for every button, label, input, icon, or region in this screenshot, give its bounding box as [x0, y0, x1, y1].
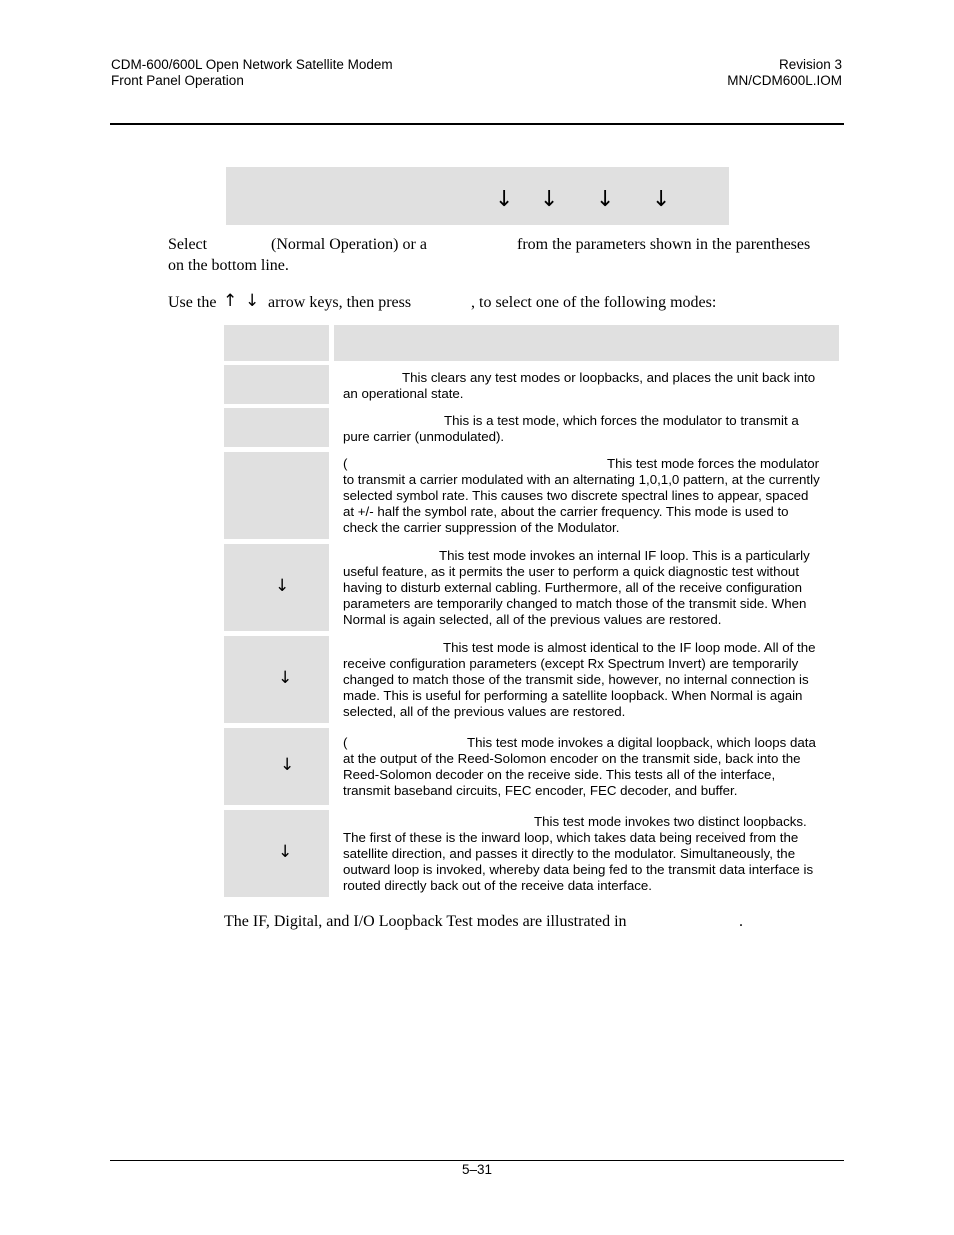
mode-arrow-7: ↓	[278, 842, 293, 862]
table-header-mode	[224, 325, 329, 361]
intro-use-the: Use the	[168, 294, 217, 311]
mode-arrow-6: ↓	[280, 755, 295, 775]
page-number: 5–31	[461, 1162, 493, 1177]
header-left	[111, 57, 393, 89]
mode-cell-6	[224, 728, 329, 805]
lcd-down-arrow-2: ↓	[540, 187, 559, 212]
mode-arrow-4: ↓	[275, 576, 290, 596]
header-rule	[110, 123, 844, 125]
open-paren: (	[343, 456, 348, 471]
table-header-description	[334, 325, 839, 361]
lcd-down-arrow-4: ↓	[652, 187, 671, 212]
mode-description-2: This is a test mode, which forces the modulator to transmit a pure carrier (unmodulated).	[343, 413, 799, 444]
doc-number: MN/CDM600L.IOM	[727, 73, 842, 88]
down-arrow-icon: ↓	[245, 291, 260, 311]
doc-title: CDM-600/600L Open Network Satellite Modem	[111, 57, 393, 72]
mode-cell-3	[224, 452, 329, 539]
mode-description-5: This test mode is almost identical to the IF loop mode. All of the receive configuration parameters (except Rx Spectrum Invert) are temporarily changed to match those of the transmit side, however, no internal connection is made. This is useful for performing a satellite loopback. When Normal is again selected, all of the previous values are restored.	[343, 640, 816, 719]
intro-bottom-line: on the bottom line.	[168, 257, 289, 274]
mode-description-7: This test mode invokes two distinct loopbacks. The first of these is the inward loop, which takes data being received from the satellite direction, and passes it directly to the modulator. Simultaneously, the outward loop is invoked, whereby data being fed to the transmit data interface is routed directly back out of the receive data interface.	[343, 814, 814, 893]
intro-select: Select	[168, 236, 208, 253]
intro-from-params: from the parameters shown in the parentheses	[517, 236, 811, 253]
up-arrow-icon: ↑	[223, 291, 238, 311]
open-paren: (	[343, 735, 348, 750]
section-title: Front Panel Operation	[111, 73, 244, 88]
mode-cell-2	[224, 408, 329, 447]
closing-period: .	[739, 913, 743, 930]
header-right	[727, 57, 842, 89]
mode-cell-5	[224, 636, 329, 723]
mode-arrow-5: ↓	[278, 668, 293, 688]
closing-sentence: The IF, Digital, and I/O Loopback Test modes are illustrated in	[224, 913, 627, 930]
mode-cell-1	[224, 365, 329, 404]
mode-description-1: This clears any test modes or loopbacks, and places the unit back into an operational state.	[343, 370, 816, 401]
mode-description-3: ( This test mode forces the modulator to transmit a carrier modulated with an alternating 1,0,1,0 pattern, at the currently selected symbol rate. This causes two discrete spectral lines to appear, spaced at +/- half the symbol rate, about the carrier frequency. This mode is used to check the carrier suppression of the Modulator.	[343, 456, 820, 535]
intro-to-select: , to select one of the following modes:	[471, 294, 717, 311]
lcd-down-arrow-3: ↓	[596, 187, 615, 212]
footer-rule	[110, 1160, 844, 1161]
mode-description-4: This test mode invokes an internal IF loop. This is a particularly useful feature, as it permits the user to perform a quick diagnostic test without having to disturb external cabling. Furthermore, all of the receive configuration parameters are temporarily changed to match those of the transmit side. When Normal is again selected, all of the previous values are restored.	[343, 548, 810, 627]
lcd-down-arrow-1: ↓	[495, 187, 514, 212]
intro-arrow-keys: arrow keys, then press	[268, 294, 412, 311]
intro-normal-operation: (Normal Operation) or a	[271, 236, 427, 253]
mode-cell-7	[224, 810, 329, 897]
revision: Revision 3	[778, 57, 842, 72]
mode-description-6: ( This test mode invokes a digital loopback, which loops data at the output of the Reed-Solomon encoder on the transmit side, back into the Reed-Solomon decoder on the receive side. This tests all of the interface, transmit baseband circuits, FEC encoder, FEC decoder, and buffer.	[343, 735, 816, 798]
